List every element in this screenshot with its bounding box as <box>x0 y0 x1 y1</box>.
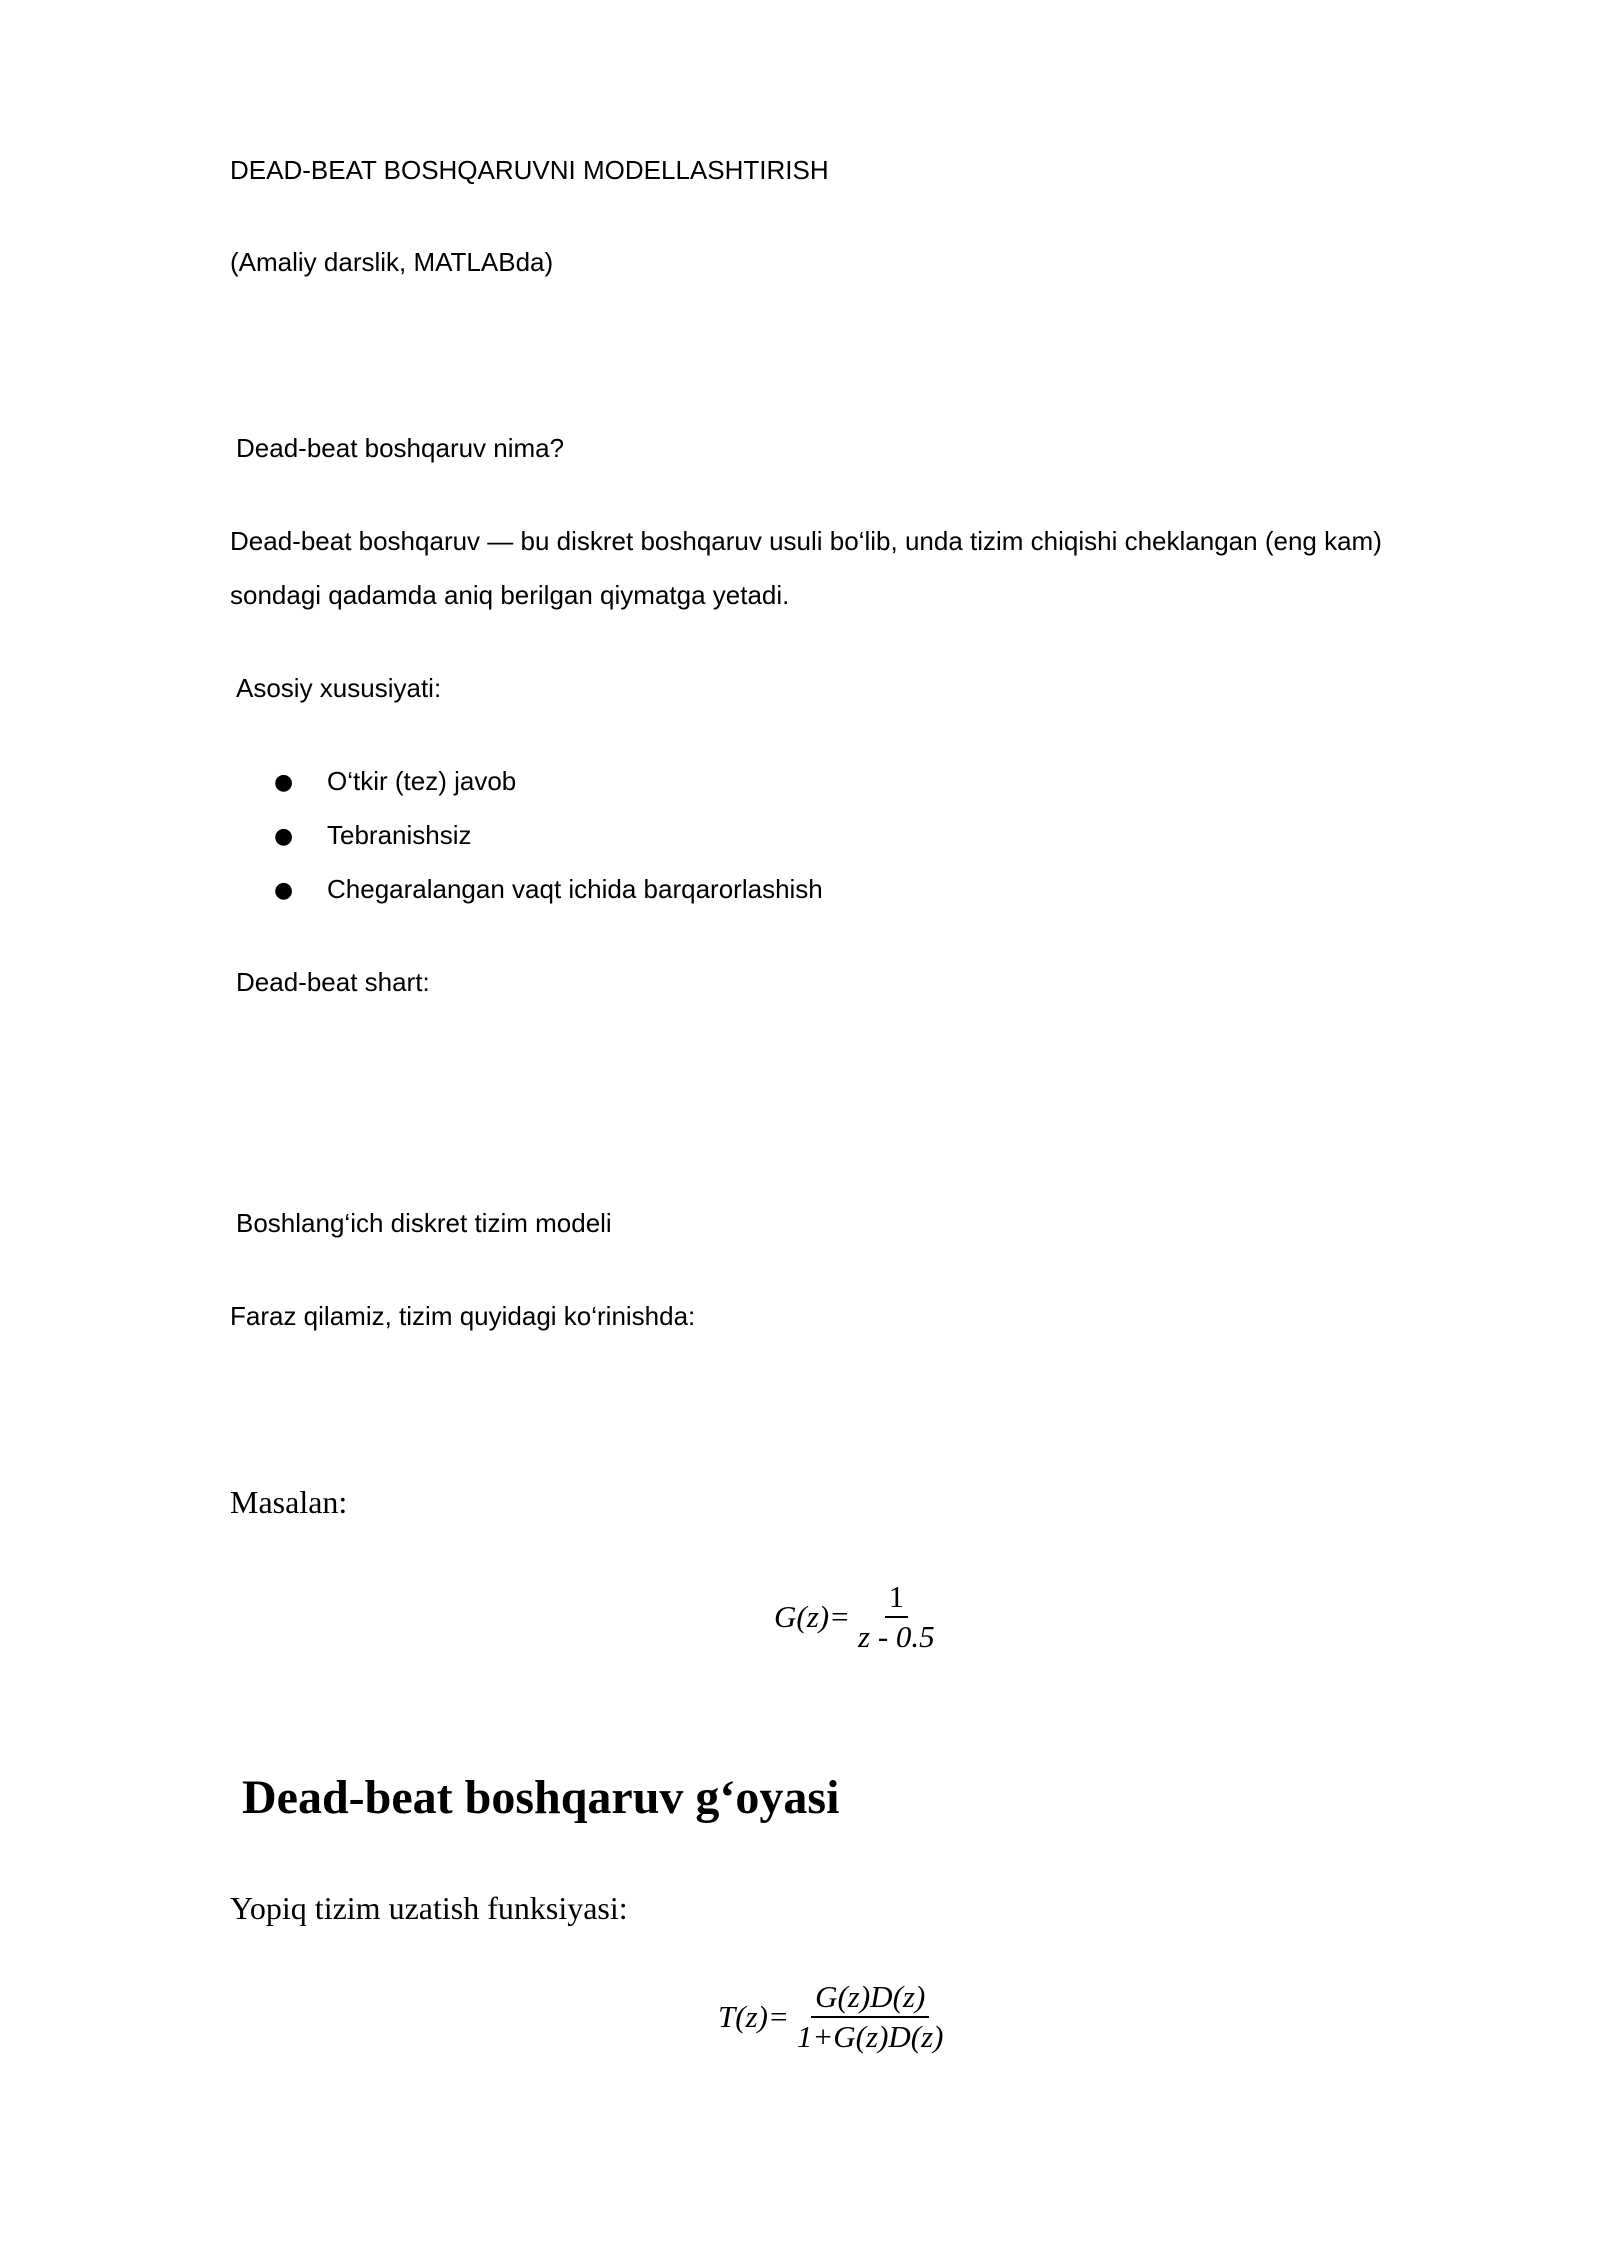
bullet-icon: ● <box>274 878 294 903</box>
bullet-icon: ● <box>274 824 294 849</box>
formula-t-lhs: T(z)= <box>718 1999 789 2035</box>
document-title: DEAD-BEAT BOSHQARUVNI MODELLASHTIRISH <box>230 155 829 185</box>
model-heading: Boshlang‘ich diskret tizim modeli <box>236 1208 612 1238</box>
definition-line-1: Dead-beat boshqaruv — bu diskret boshqaruv usuli bo‘lib, unda tizim chiqishi cheklangan (eng kam) <box>230 526 1382 556</box>
closed-loop-label: Yopiq tizim uzatish funksiyasi: <box>230 1890 628 1926</box>
document-subtitle: (Amaliy darslik, MATLABda) <box>230 247 554 277</box>
formula-g-denominator: z - 0.5 <box>858 1619 935 1655</box>
feature-item: Chegaralangan vaqt ichida barqarorlashish <box>327 874 823 904</box>
features-heading: Asosiy xususiyati: <box>236 673 442 703</box>
formula-t-denominator: 1+G(z)D(z) <box>796 2019 944 2055</box>
bullet-icon: ● <box>274 770 294 795</box>
question-heading: Dead-beat boshqaruv nima? <box>236 433 565 463</box>
example-label: Masalan: <box>230 1484 348 1520</box>
idea-heading: Dead-beat boshqaruv g‘oyasi <box>242 1771 840 1824</box>
definition-line-2: sondagi qadamda aniq berilgan qiymatga yetadi. <box>230 580 790 610</box>
feature-item: Tebranishsiz <box>327 820 472 850</box>
formula-t-numerator: G(z)D(z) <box>811 1980 929 2018</box>
formula-t <box>718 1980 948 2054</box>
formula-g-fraction <box>854 1580 939 1654</box>
condition-heading: Dead-beat shart: <box>236 967 430 997</box>
formula-g-numerator: 1 <box>885 1580 909 1618</box>
feature-item: O‘tkir (tez) javob <box>327 766 517 796</box>
formula-g <box>774 1580 939 1654</box>
formula-t-fraction <box>793 1980 948 2054</box>
model-intro: Faraz qilamiz, tizim quyidagi ko‘rinishda: <box>230 1301 696 1331</box>
formula-g-lhs: G(z)= <box>774 1599 851 1635</box>
